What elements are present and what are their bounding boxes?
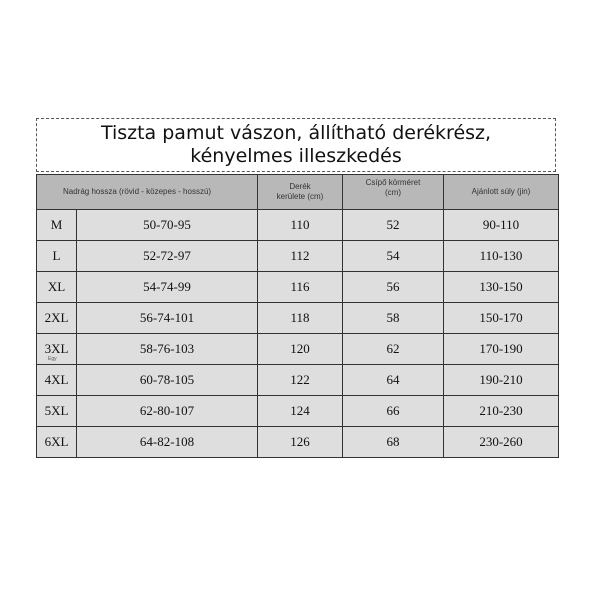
size-cell: 2XL	[37, 303, 77, 334]
weight-cell: 230-260	[444, 427, 559, 458]
size-cell: XL	[37, 272, 77, 303]
hip-cell: 58	[343, 303, 444, 334]
hip-cell: 66	[343, 396, 444, 427]
table-row	[37, 427, 559, 458]
hip-cell: 52	[343, 210, 444, 241]
length-cell: 62-80-107	[77, 396, 258, 427]
length-cell: 56-74-101	[77, 303, 258, 334]
weight-cell: 150-170	[444, 303, 559, 334]
waist-cell: 118	[258, 303, 343, 334]
table-row	[37, 365, 559, 396]
length-cell: 50-70-95	[77, 210, 258, 241]
header-waist	[258, 175, 343, 210]
header-waist-line2: kerülete (cm)	[276, 192, 324, 201]
length-cell: 64-82-108	[77, 427, 258, 458]
header-hip	[343, 175, 444, 210]
weight-cell: 110-130	[444, 241, 559, 272]
table-row	[37, 334, 559, 365]
size-label: 3XL	[44, 341, 69, 356]
hip-cell: 62	[343, 334, 444, 365]
length-cell: 60-78-105	[77, 365, 258, 396]
size-cell	[37, 334, 77, 365]
size-cell: 6XL	[37, 427, 77, 458]
table-row	[37, 272, 559, 303]
waist-cell: 120	[258, 334, 343, 365]
header-weight: Ajánlott súly (jin)	[444, 175, 559, 210]
waist-cell: 112	[258, 241, 343, 272]
size-cell: M	[37, 210, 77, 241]
length-cell: 52-72-97	[77, 241, 258, 272]
table-row	[37, 396, 559, 427]
hip-cell: 54	[343, 241, 444, 272]
hip-cell: 56	[343, 272, 444, 303]
length-cell: 54-74-99	[77, 272, 258, 303]
waist-cell: 124	[258, 396, 343, 427]
weight-cell: 210-230	[444, 396, 559, 427]
header-waist-line1: Derék	[289, 182, 311, 191]
waist-cell: 110	[258, 210, 343, 241]
waist-cell: 122	[258, 365, 343, 396]
size-cell: L	[37, 241, 77, 272]
weight-cell: 90-110	[444, 210, 559, 241]
table-header-row	[37, 175, 559, 210]
hip-cell: 64	[343, 365, 444, 396]
size-cell: 5XL	[37, 396, 77, 427]
table-row	[37, 210, 559, 241]
hip-cell: 68	[343, 427, 444, 458]
stray-label: Egy	[48, 356, 57, 362]
title-box	[36, 118, 556, 172]
size-chart-table	[36, 174, 559, 458]
weight-cell: 190-210	[444, 365, 559, 396]
weight-cell: 170-190	[444, 334, 559, 365]
waist-cell: 116	[258, 272, 343, 303]
header-hip-line1: Csípő körméret	[365, 178, 421, 187]
weight-cell: 130-150	[444, 272, 559, 303]
table-row	[37, 241, 559, 272]
header-hip-line2: (cm)	[385, 188, 401, 197]
length-cell: 58-76-103	[77, 334, 258, 365]
page-title: Tiszta pamut vászon, állítható derékrész, kényelmes illeszkedés	[100, 122, 492, 167]
size-cell: 4XL	[37, 365, 77, 396]
header-length: Nadrág hossza (rövid - közepes - hosszú)	[37, 175, 258, 210]
waist-cell: 126	[258, 427, 343, 458]
table-row	[37, 303, 559, 334]
